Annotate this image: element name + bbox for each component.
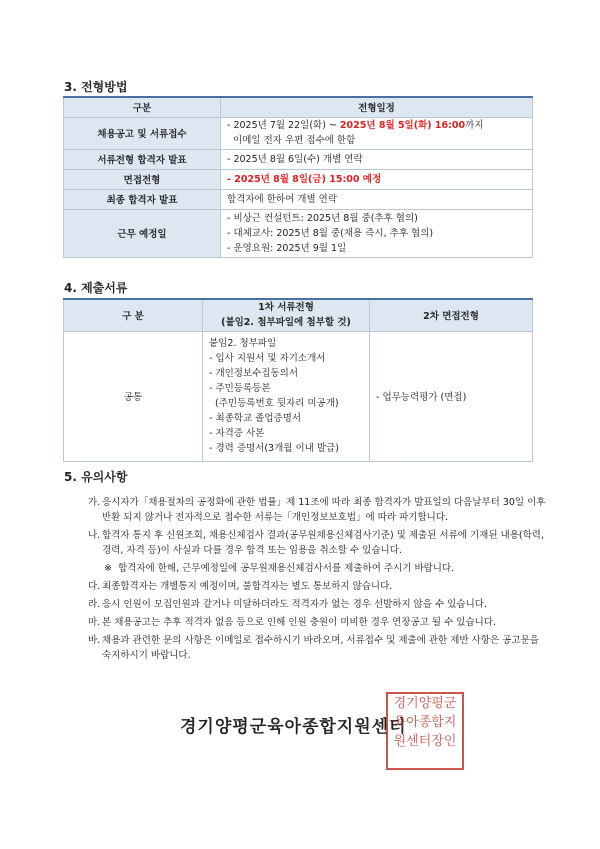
note-marker: 마. <box>88 617 101 628</box>
note-marker: 라. <box>88 599 101 610</box>
docs-header-round1 <box>203 299 370 331</box>
schedule-text: - 비상근 컨설턴트: 2025년 8월 중(추후 협의) <box>227 212 418 224</box>
note-item <box>88 579 548 594</box>
schedule-line <box>227 152 532 167</box>
doc-item: - 최종학교 졸업증명서 <box>209 413 302 424</box>
organization-name: 경기양평군육아종합지원센터 <box>180 717 407 737</box>
schedule-header-date: 전형일정 <box>221 97 533 117</box>
docs-header-category: 구 분 <box>64 299 203 331</box>
schedule-row-value <box>221 189 533 209</box>
schedule-row <box>64 117 533 149</box>
schedule-row-value <box>221 149 533 169</box>
docs-header-round1-note: (붙임2. 첨부파일에 첨부할 것) <box>221 317 351 329</box>
seal-line-1: 경기양평군 <box>393 696 457 711</box>
note-item <box>88 633 548 663</box>
docs-row-label: 공통 <box>64 331 203 461</box>
documents-table <box>63 298 533 462</box>
doc-item: - 입사 지원서 및 자기소개서 <box>209 353 326 364</box>
schedule-text: 까지 <box>465 120 484 131</box>
section5-title: 5. 유의사항 <box>64 470 128 484</box>
schedule-row <box>64 169 533 189</box>
schedule-row-label: 최종 합격자 발표 <box>64 189 221 209</box>
schedule-line <box>227 172 532 187</box>
doc-item: (주민등록번호 뒷자리 미공개) <box>209 398 339 409</box>
schedule-row-value <box>221 117 533 149</box>
note-item <box>88 615 548 630</box>
doc-item: 붙임2. 청부파일 <box>209 338 277 349</box>
official-seal <box>386 692 464 770</box>
doc-item: - 경력 증명서(3개월 이내 발급) <box>209 443 339 454</box>
schedule-row-label: 채용공고 및 서류접수 <box>64 117 221 149</box>
schedule-row <box>64 149 533 169</box>
schedule-line <box>227 211 532 226</box>
note-text: 본 채용공고는 추후 적격자 없음 등으로 인해 인원 충원이 미비한 경우 연장공고 될 수 있습니다. <box>102 617 497 628</box>
schedule-row-label: 서류전형 합격자 발표 <box>64 149 221 169</box>
schedule-line <box>227 241 532 256</box>
schedule-row <box>64 189 533 209</box>
schedule-header-category: 구분 <box>64 97 221 117</box>
note-text: 채용과 관련한 문의 사항은 이메일로 접수하시기 바라오며, 서류접수 및 제출에 관한 제반 사항은 공고문을 숙지하시기 바랍니다. <box>102 635 539 661</box>
docs-header-round1-title: 1차 서류전형 <box>258 302 314 314</box>
doc-item: - 주민등록등본 <box>209 383 271 394</box>
note-marker: 가. <box>88 497 101 508</box>
note-marker: 바. <box>88 635 101 646</box>
schedule-text: - 2025년 7월 22일(화) ~ <box>227 120 340 131</box>
docs-interview-cell: - 업무능력평가 (면접) <box>370 331 533 461</box>
note-text: 최종합격자는 개별통지 예정이며, 불합격자는 별도 통보하지 않습니다. <box>102 581 393 592</box>
docs-list-cell <box>203 331 370 461</box>
note-item <box>88 561 548 576</box>
schedule-text: - 운영요원: 2025년 9월 1일 <box>227 242 347 254</box>
seal-line-3: 원센터장인 <box>393 734 457 749</box>
note-marker: 나. <box>88 530 101 541</box>
schedule-line <box>227 118 532 133</box>
highlighted-date: 2025년 8월 5일(화) 16:00 <box>339 120 466 131</box>
schedule-line <box>227 133 532 148</box>
note-text: 합격자 통지 후 신원조회, 채용신체검사 결과(공무원채용신체검사기준) 및 제출된 서류에 기재된 내용(학력, 경력, 자격 등)이 사실과 다를 경우 합격 또는 임용을 취소할 수 있습니다. <box>102 530 544 556</box>
note-text: 응시 인원이 모집인원과 같거나 미달하더라도 적격자가 없는 경우 선발하지 않을 수 있습니다. <box>102 599 487 610</box>
schedule-row <box>64 209 533 257</box>
doc-item: - 자격증 사본 <box>209 428 265 439</box>
schedule-text: 합격자에 한하여 개별 연락 <box>227 193 338 205</box>
schedule-row-value <box>221 169 533 189</box>
note-item <box>88 528 548 558</box>
schedule-line <box>227 192 532 207</box>
highlighted-date: - 2025년 8월 8일(금) 15:00 예정 <box>227 173 382 185</box>
note-text: 합격자에 한해, 근무예정일에 공무원채용신체검사서를 제출하여 주시기 바랍니다. <box>118 563 455 574</box>
schedule-row-label: 근무 예정일 <box>64 209 221 257</box>
doc-item: - 개인정보수집동의서 <box>209 368 299 379</box>
note-item <box>88 597 548 612</box>
note-marker: 다. <box>88 581 101 592</box>
selection-schedule-table <box>63 96 533 258</box>
schedule-text: - 2025년 8월 6일(수) 개별 연락 <box>227 153 363 165</box>
note-text: 응시자가「채용절차의 공정화에 관한 법률」제 11조에 따라 최종 합격자가 발표일의 다음날부터 30일 이후 반환 되지 않거나 전자적으로 접수한 서류는「개인정보보호법」에 따라 파기합니다. <box>102 497 546 523</box>
seal-line-2: 육아종합지 <box>393 715 457 730</box>
note-marker: ※ <box>104 563 112 574</box>
section3-title: 3. 전형방법 <box>64 80 128 94</box>
schedule-text: - 대체교사: 2025년 8월 중(채용 즉시, 추후 협의) <box>227 227 434 239</box>
section4-title: 4. 제출서류 <box>64 281 128 295</box>
schedule-text: 이메일 전자 우편 접수에 한함 <box>227 135 356 146</box>
schedule-row-label: 면접전형 <box>64 169 221 189</box>
schedule-line <box>227 226 532 241</box>
docs-header-round2: 2차 면접전형 <box>370 299 533 331</box>
schedule-row-value <box>221 209 533 257</box>
note-item <box>88 495 548 525</box>
notes-list <box>88 495 548 666</box>
docs-list <box>209 336 363 456</box>
